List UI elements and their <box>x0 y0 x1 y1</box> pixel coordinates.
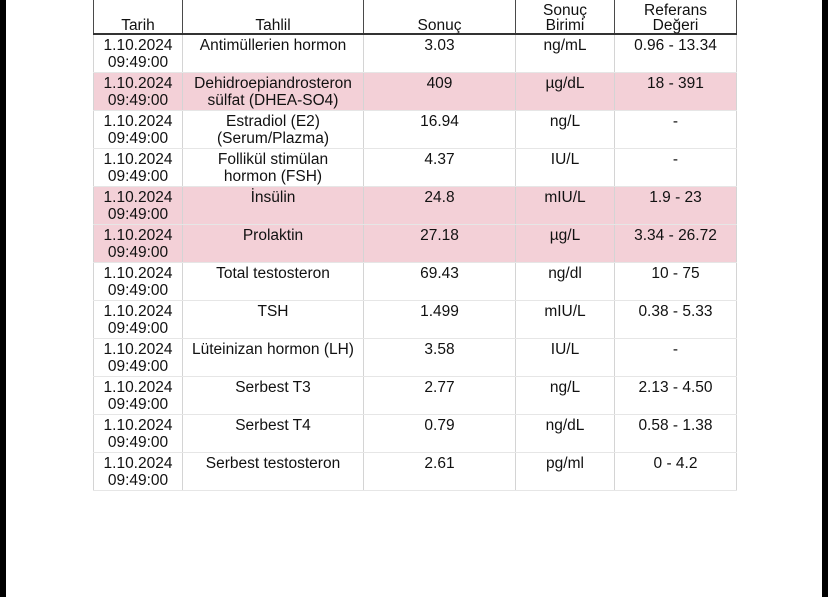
date-value: 1.10.2024 <box>103 112 173 130</box>
test-name-line2: (Serum/Plazma) <box>217 129 329 147</box>
test-name-line1: Estradiol (E2) <box>226 112 320 130</box>
cell-test <box>183 148 364 186</box>
cell-result: 24.8 <box>364 186 516 224</box>
time-value: 09:49:00 <box>107 281 169 299</box>
cell-test <box>183 34 364 72</box>
cell-test <box>183 376 364 414</box>
cell-reference: 0 - 4.2 <box>615 452 737 490</box>
time-value: 09:49:00 <box>107 395 169 413</box>
cell-date <box>94 338 183 376</box>
test-name-line1: TSH <box>257 302 289 320</box>
cell-reference: 0.38 - 5.33 <box>615 300 737 338</box>
cell-result: 27.18 <box>364 224 516 262</box>
cell-test <box>183 110 364 148</box>
cell-unit: mIU/L <box>516 300 615 338</box>
header-reference-line1: Referans <box>644 2 707 19</box>
test-name-line1: Total testosteron <box>216 264 330 282</box>
cell-date <box>94 148 183 186</box>
time-value: 09:49:00 <box>107 357 169 375</box>
cell-test <box>183 186 364 224</box>
document-page <box>6 0 822 597</box>
cell-reference: 10 - 75 <box>615 262 737 300</box>
cell-unit: pg/ml <box>516 452 615 490</box>
cell-reference: - <box>615 338 737 376</box>
date-value: 1.10.2024 <box>103 378 173 396</box>
cell-reference: 0.58 - 1.38 <box>615 414 737 452</box>
header-result <box>364 0 516 34</box>
test-name-line1: Follikül stimülan <box>217 150 329 168</box>
cell-date <box>94 376 183 414</box>
cell-date <box>94 262 183 300</box>
table-header <box>94 0 737 34</box>
cell-unit: ng/dl <box>516 262 615 300</box>
cell-result: 2.77 <box>364 376 516 414</box>
date-value: 1.10.2024 <box>103 150 173 168</box>
header-unit-line2: Birimi <box>545 17 585 34</box>
cell-result: 2.61 <box>364 452 516 490</box>
cell-reference: - <box>615 110 737 148</box>
cell-test <box>183 72 364 110</box>
cell-unit: ng/dL <box>516 414 615 452</box>
cell-date <box>94 186 183 224</box>
table-row <box>94 34 737 72</box>
time-value: 09:49:00 <box>107 319 169 337</box>
time-value: 09:49:00 <box>107 205 169 223</box>
cell-result: 0.79 <box>364 414 516 452</box>
cell-unit: µg/L <box>516 224 615 262</box>
date-value: 1.10.2024 <box>103 416 173 434</box>
cell-result: 409 <box>364 72 516 110</box>
cell-date <box>94 110 183 148</box>
time-value: 09:49:00 <box>107 471 169 489</box>
cell-reference: 1.9 - 23 <box>615 186 737 224</box>
table-row <box>94 186 737 224</box>
time-value: 09:49:00 <box>107 54 169 71</box>
test-name-line1: Serbest T3 <box>235 378 311 396</box>
date-value: 1.10.2024 <box>103 264 173 282</box>
cell-date <box>94 224 183 262</box>
table-body <box>94 34 737 490</box>
date-value: 1.10.2024 <box>103 340 173 358</box>
header-unit <box>516 0 615 34</box>
cell-date <box>94 300 183 338</box>
cell-test <box>183 300 364 338</box>
date-value: 1.10.2024 <box>103 74 173 92</box>
table-row <box>94 300 737 338</box>
cell-test <box>183 452 364 490</box>
cell-result: 3.58 <box>364 338 516 376</box>
date-value: 1.10.2024 <box>103 226 173 244</box>
date-value: 1.10.2024 <box>103 37 173 54</box>
header-test-label: Tahlil <box>255 17 291 34</box>
cell-reference: 0.96 - 13.34 <box>615 34 737 72</box>
date-value: 1.10.2024 <box>103 454 173 472</box>
cell-reference: - <box>615 148 737 186</box>
cell-unit: ng/L <box>516 110 615 148</box>
table-row <box>94 414 737 452</box>
header-row <box>94 0 737 34</box>
table-row <box>94 148 737 186</box>
table-row <box>94 452 737 490</box>
header-reference <box>615 0 737 34</box>
cell-test <box>183 414 364 452</box>
cell-date <box>94 72 183 110</box>
header-date <box>94 0 183 34</box>
test-name-line1: İnsülin <box>250 188 296 206</box>
header-date-label: Tarih <box>121 17 155 34</box>
cell-test <box>183 262 364 300</box>
test-name-line1: Antimüllerien hormon <box>199 37 347 54</box>
test-name-line2: hormon (FSH) <box>223 167 323 185</box>
header-reference-line2: Değeri <box>652 17 699 34</box>
cell-result: 4.37 <box>364 148 516 186</box>
time-value: 09:49:00 <box>107 243 169 261</box>
time-value: 09:49:00 <box>107 91 169 109</box>
cell-unit: IU/L <box>516 148 615 186</box>
header-unit-line1: Sonuç <box>543 2 587 19</box>
cell-reference: 3.34 - 26.72 <box>615 224 737 262</box>
lab-results-table <box>93 0 737 491</box>
header-test <box>183 0 364 34</box>
cell-date <box>94 452 183 490</box>
test-name-line1: Serbest T4 <box>235 416 311 434</box>
cell-test <box>183 338 364 376</box>
test-name-line1: Dehidroepiandrosteron <box>194 74 352 92</box>
time-value: 09:49:00 <box>107 129 169 147</box>
test-name-line1: Prolaktin <box>242 226 304 244</box>
cell-date <box>94 34 183 72</box>
table-row <box>94 262 737 300</box>
test-name-line1: Lüteinizan hormon (LH) <box>192 340 354 358</box>
cell-result: 3.03 <box>364 34 516 72</box>
cell-date <box>94 414 183 452</box>
cell-reference: 18 - 391 <box>615 72 737 110</box>
cell-result: 16.94 <box>364 110 516 148</box>
date-value: 1.10.2024 <box>103 188 173 206</box>
cell-result: 69.43 <box>364 262 516 300</box>
time-value: 09:49:00 <box>107 433 169 451</box>
cell-unit: µg/dL <box>516 72 615 110</box>
time-value: 09:49:00 <box>107 167 169 185</box>
test-name-line1: Serbest testosteron <box>205 454 341 472</box>
table-row <box>94 72 737 110</box>
test-name-line2: sülfat (DHEA-SO4) <box>207 91 339 109</box>
table-row <box>94 224 737 262</box>
table-row <box>94 376 737 414</box>
date-value: 1.10.2024 <box>103 302 173 320</box>
cell-unit: ng/L <box>516 376 615 414</box>
cell-result: 1.499 <box>364 300 516 338</box>
header-result-label: Sonuç <box>417 17 462 34</box>
cell-unit: mIU/L <box>516 186 615 224</box>
cell-test <box>183 224 364 262</box>
cell-unit: ng/mL <box>516 34 615 72</box>
table-row <box>94 110 737 148</box>
cell-reference: 2.13 - 4.50 <box>615 376 737 414</box>
table-row <box>94 338 737 376</box>
cell-unit: IU/L <box>516 338 615 376</box>
